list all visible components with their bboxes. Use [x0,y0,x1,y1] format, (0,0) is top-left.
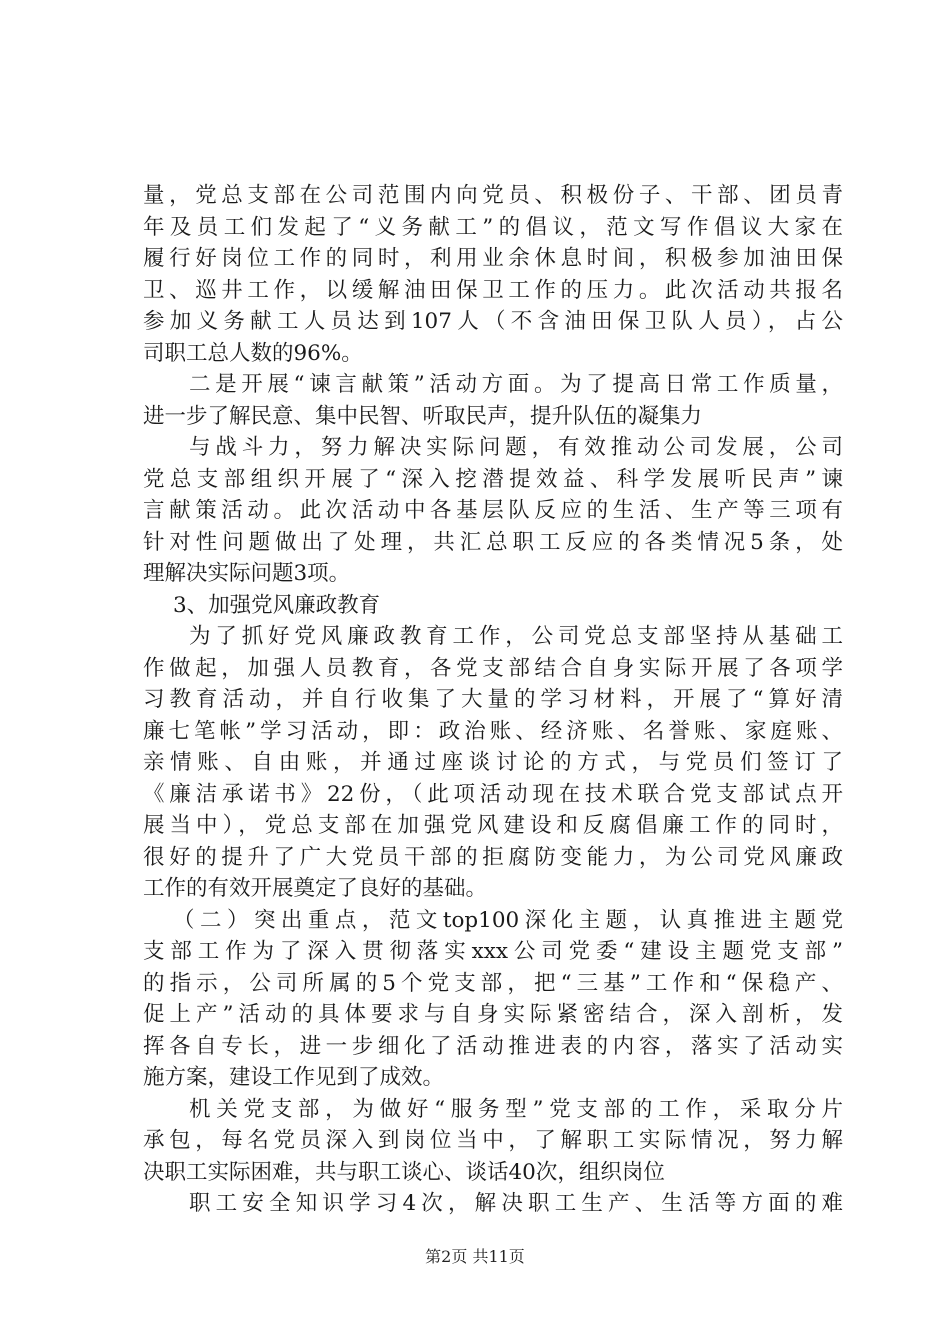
text-line: 很好的提升了广大党员干部的拒腐防变能力，为公司党风廉政 [143,844,843,870]
text-line: 施方案，建设工作见到了成效。 [143,1065,445,1090]
text-line: 为了抓好党风廉政教育工作，公司党总支部坚持从基础工 [189,624,843,649]
document-body [143,180,843,1220]
text-line: 履行好岗位工作的同时，利用业余休息时间，积极参加油田保 [143,246,843,271]
text-line: 承包，每名党员深入到岗位当中，了解职工实际情况，努力解 [143,1128,843,1153]
text-line: 言献策活动。此次活动中各基层队反应的生活、生产等三项有 [143,498,843,523]
text-line: 展当中），党总支部在加强党风建设和反腐倡廉工作的同时， [143,813,843,838]
text-line: 二是开展“谏言献策”活动方面。为了提高日常工作质量， [189,372,843,397]
text-line: 量，党总支部在公司范围内向党员、积极份子、干部、团员青 [143,183,843,208]
text-line: 的指示，公司所属的5个党支部，把“三基”工作和“保稳产、 [143,970,843,996]
text-line: 亲情账、自由账，并通过座谈讨论的方式，与党员们签订了 [143,750,843,775]
text-line: 职工安全知识学习4次，解决职工生产、生活等方面的难 [189,1191,843,1216]
text-line: 促上产”活动的具体要求与自身实际紧密结合，深入剖析，发 [143,1002,843,1027]
text-line: 习教育活动，并自行收集了大量的学习材料，开展了“算好清 [143,687,843,712]
text-line: 《廉洁承诺书》22份，（此项活动现在技术联合党支部试点开 [143,781,843,807]
text-line: 挥各自专长，进一步细化了活动推进表的内容，落实了活动实 [143,1033,843,1059]
text-line: 司职工总人数的96%。 [143,340,363,366]
page-number: 第2页 共11页 [425,1247,525,1266]
text-line: 针对性问题做出了处理，共汇总职工反应的各类情况5条，处 [143,529,843,555]
text-line: 机关党支部，为做好“服务型”党支部的工作，采取分片 [189,1096,843,1122]
text-line: 理解决实际问题3项。 [143,561,351,586]
text-line: 参加义务献工人员达到107人（不含油田保卫队人员），占公 [143,309,843,334]
text-line: 党总支部组织开展了“深入挖潜提效益、科学发展听民声”谏 [143,466,843,492]
text-line: 进一步了解民意、集中民智、听取民声，提升队伍的凝集力 [143,403,703,429]
text-line: 卫、巡井工作，以缓解油田保卫工作的压力。此次活动共报名 [143,277,843,303]
text-line: （二）突出重点，范文top100深化主题，认真推进主题党 [173,907,843,933]
text-line: 工作的有效开展奠定了良好的基础。 [143,876,488,901]
text-line: 年及员工们发起了“义务献工”的倡议，范文写作倡议大家在 [143,214,843,240]
text-line: 支部工作为了深入贯彻落实xxx公司党委“建设主题党支部” [143,939,843,964]
text-line: 廉七笔帐”学习活动，即：政治账、经济账、名誉账、家庭账、 [143,718,843,744]
text-line: 与战斗力，努力解决实际问题，有效推动公司发展，公司 [189,435,843,460]
text-line: 决职工实际困难，共与职工谈心、谈话40次，组织岗位 [143,1159,665,1185]
text-line: 作做起，加强人员教育，各党支部结合自身实际开展了各项学 [143,655,843,681]
section-heading: 3、加强党风廉政教育 [173,592,381,618]
